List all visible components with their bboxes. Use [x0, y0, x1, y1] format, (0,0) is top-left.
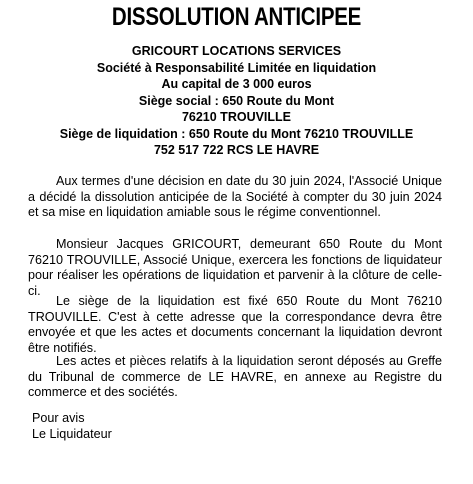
paragraph-dissolution-decision: Aux termes d'une décision en date du 30 juin 2024, l'Associé Unique a décidé la dissolution anticipée de la Société à compter du 30 juin 2024 et sa mise en liquidation amiable sous le régime conventionnel.	[28, 174, 442, 220]
signature-liquidator: Le Liquidateur	[32, 426, 112, 441]
signature-pour-avis: Pour avis	[32, 411, 85, 425]
registered-office: Siège social : 650 Route du Mont	[138, 93, 335, 108]
liquidation-office: Siège de liquidation : 650 Route du Mont 76210 TROUVILLE	[59, 126, 414, 141]
company-legal-form: Société à Responsabilité Limitée en liquidation	[96, 60, 377, 75]
signature-block	[32, 411, 112, 442]
company-name: GRICOURT LOCATIONS SERVICES	[131, 44, 342, 58]
paragraph-filing: Les actes et pièces relatifs à la liquidation seront déposés au Greffe du Tribunal de commerce de LE HAVRE, en annexe au Registre du commerce et des sociétés.	[28, 354, 442, 400]
rcs-number: 752 517 722 RCS LE HAVRE	[153, 143, 320, 157]
paragraph-liquidation-seat: Le siège de la liquidation est fixé 650 Route du Mont 76210 TROUVILLE. C'est à cette adresse que la correspondance devra être envoyée et que les actes et documents concernant la liquidation devront être notifiés.	[28, 294, 442, 355]
paragraph-liquidator-appointment: Monsieur Jacques GRICOURT, demeurant 650 Route du Mont 76210 TROUVILLE, Associé Unique, exercera les fonctions de liquidateur pour réaliser les opérations de liquidation et parvenir à la clôture de celle-ci.	[28, 237, 442, 298]
notice-title: DISSOLUTION ANTICIPEE	[111, 3, 362, 31]
company-header	[0, 43, 473, 159]
company-capital: Au capital de 3 000 euros	[161, 77, 312, 91]
registered-office-city: 76210 TROUVILLE	[181, 110, 292, 124]
